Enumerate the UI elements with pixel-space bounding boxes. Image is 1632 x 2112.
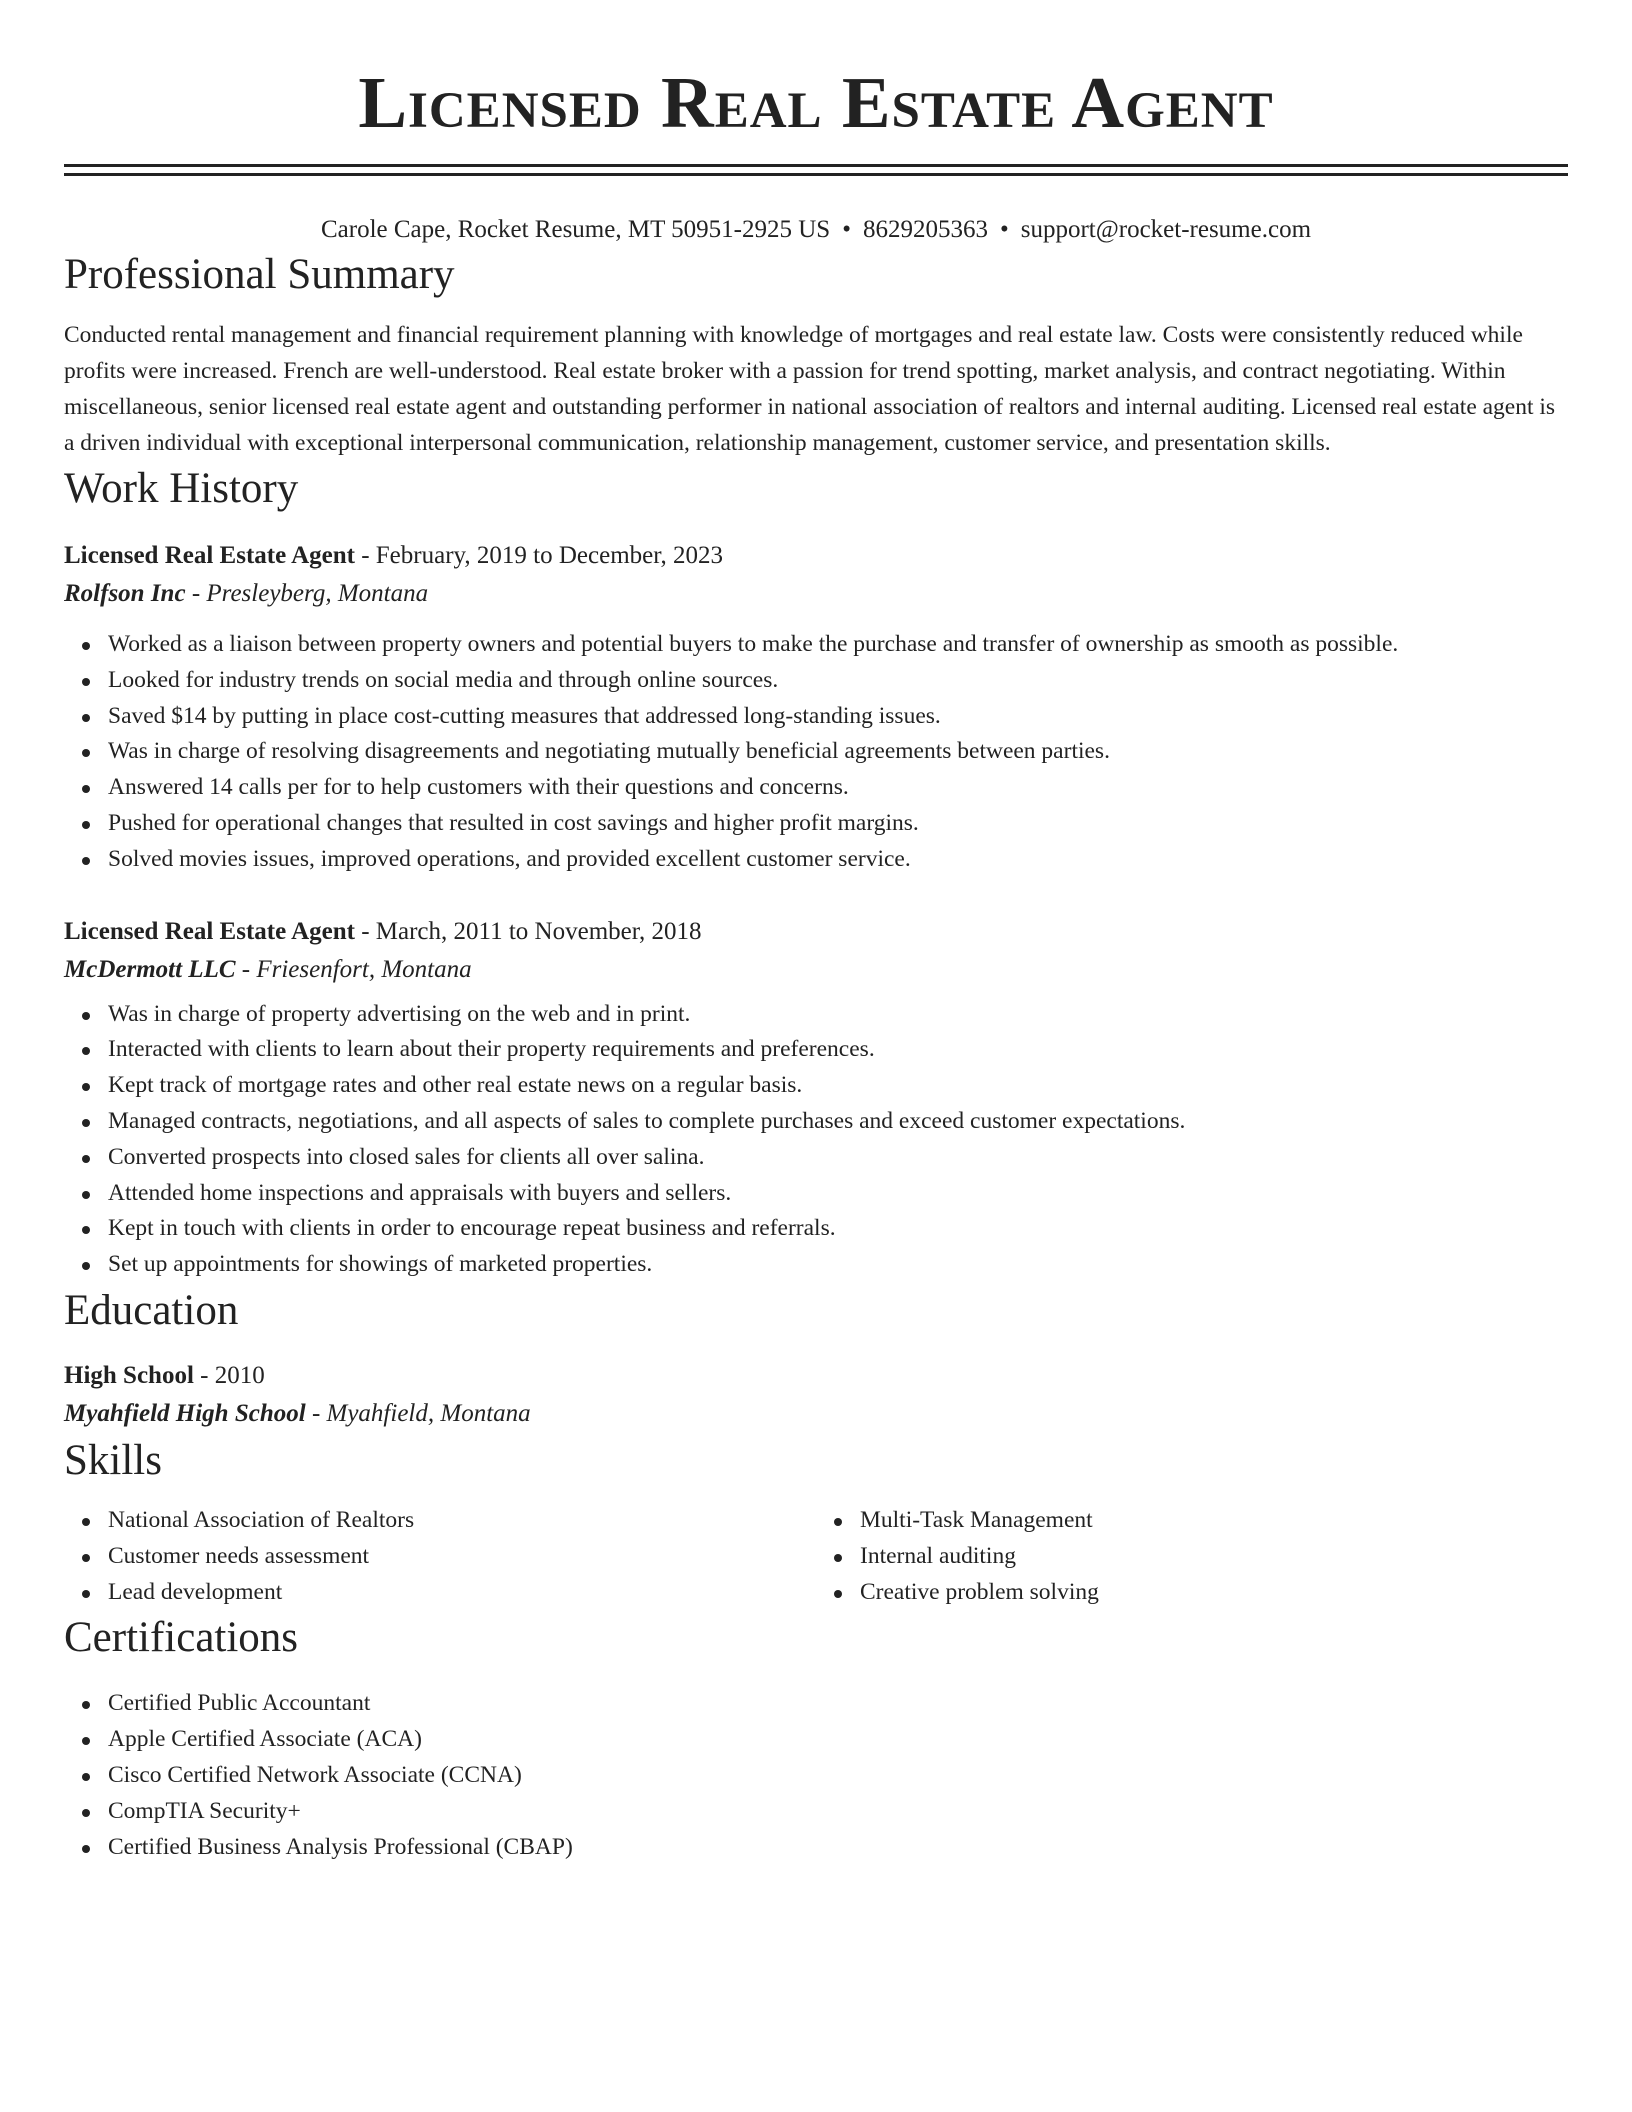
job-bullet: Worked as a liaison between property owners and potential buyers to make the purchase and transfer of ownership as smooth as possible. — [108, 627, 1568, 663]
job-bullet: Solved movies issues, improved operations, and provided excellent customer service. — [108, 842, 1568, 878]
company-line — [64, 951, 1568, 989]
contact-phone: 8629205363 — [862, 216, 988, 243]
company-line — [64, 575, 1568, 613]
certification-item: Apple Certified Associate (ACA) — [108, 1722, 1568, 1758]
job-bullet: Saved $14 by putting in place cost-cutting measures that addressed long-standing issues. — [108, 699, 1568, 735]
company-location: - Friesenfort, Montana — [235, 955, 472, 983]
company-name: McDermott LLC — [64, 955, 236, 983]
job-title: Licensed Real Estate Agent — [64, 917, 355, 945]
certification-item: CompTIA Security+ — [108, 1794, 1568, 1830]
skill-item: National Association of Realtors — [108, 1503, 816, 1539]
contact-email: support@rocket-resume.com — [1020, 216, 1312, 243]
company-location: - Presleyberg, Montana — [185, 580, 429, 607]
skill-item: Customer needs assessment — [108, 1539, 816, 1575]
school-location: - Myahfield, Montana — [305, 1399, 531, 1427]
job-bullet: Set up appointments for showings of marketed properties. — [108, 1247, 1568, 1283]
contact-separator: • — [999, 216, 1009, 243]
job-bullets — [64, 997, 1568, 1283]
skill-item: Lead development — [108, 1575, 816, 1611]
summary-heading: Professional Summary — [64, 251, 455, 298]
degree-line — [64, 1357, 1568, 1395]
school-name: Myahfield High School — [64, 1399, 306, 1427]
certification-item: Certified Public Accountant — [108, 1686, 1568, 1722]
summary-text: Conducted rental management and financial requirement planning with knowledge of mortgages and real estate law. Costs were consistently reduced while profits were increased. French are well-understood. Real estate broker with a passion for trend spotting, market analysis, and contract negotiating. Within miscellaneous, senior licensed real estate agent and outstanding performer in national association of realtors and internal auditing. Licensed real estate agent is a driven individual with exceptional interpersonal communication, relationship management, customer service, and presentation skills. — [64, 322, 1556, 456]
degree: High School — [64, 1361, 194, 1389]
certifications-heading: Certifications — [64, 1614, 299, 1662]
job-bullet: Managed contracts, negotiations, and all aspects of sales to complete purchases and exceed customer expectations. — [108, 1104, 1568, 1140]
contact-line — [64, 213, 1568, 247]
skills-list — [816, 1503, 1568, 1610]
skill-item: Multi-Task Management — [860, 1503, 1568, 1539]
education-entry — [64, 1357, 1568, 1433]
job-bullet: Interacted with clients to learn about their property requirements and preferences. — [108, 1032, 1568, 1068]
certifications-section — [64, 1686, 1568, 1865]
job-entry — [64, 913, 1568, 1283]
job-bullet: Converted prospects into closed sales for clients all over salina. — [108, 1140, 1568, 1176]
resume-title: Licensed Real Estate Agent — [358, 62, 1274, 143]
contact-address: Carole Cape, Rocket Resume, MT 50951-2925 US — [320, 216, 831, 243]
job-bullet: Was in charge of resolving disagreements and negotiating mutually beneficial agreements between parties. — [108, 734, 1568, 770]
job-dates: - March, 2011 to November, 2018 — [354, 917, 702, 945]
job-bullet: Answered 14 calls per for to help customers with their questions and concerns. — [108, 770, 1568, 806]
school-line — [64, 1395, 1568, 1433]
skill-item: Creative problem solving — [860, 1575, 1568, 1611]
skills-column-left — [64, 1503, 816, 1610]
education-heading: Education — [64, 1286, 239, 1334]
certification-item: Cisco Certified Network Associate (CCNA) — [108, 1758, 1568, 1794]
job-bullet: Looked for industry trends on social media and through online sources. — [108, 663, 1568, 699]
job-entry — [64, 537, 1568, 878]
certifications-list — [64, 1686, 1568, 1865]
skills-column-right — [816, 1503, 1568, 1610]
skills-heading: Skills — [64, 1436, 162, 1484]
job-bullets — [64, 627, 1568, 878]
title-divider-bottom — [64, 173, 1568, 176]
title-divider-top — [64, 164, 1568, 167]
company-name: Rolfson Inc — [64, 580, 186, 607]
job-dates: - February, 2019 to December, 2023 — [354, 542, 724, 569]
skill-item: Internal auditing — [860, 1539, 1568, 1575]
job-bullet: Attended home inspections and appraisals with buyers and sellers. — [108, 1176, 1568, 1212]
job-bullet: Kept in touch with clients in order to encourage repeat business and referrals. — [108, 1211, 1568, 1247]
skills-list — [64, 1503, 816, 1610]
graduation-year: - 2010 — [193, 1361, 265, 1389]
job-title: Licensed Real Estate Agent — [64, 542, 355, 569]
job-title-line — [64, 913, 1568, 951]
skills-grid — [64, 1503, 1568, 1610]
job-bullet: Pushed for operational changes that resulted in cost savings and higher profit margins. — [108, 806, 1568, 842]
contact-separator: • — [842, 216, 851, 243]
work-history-heading: Work History — [64, 465, 299, 512]
job-bullet: Kept track of mortgage rates and other real estate news on a regular basis. — [108, 1068, 1568, 1104]
job-bullet: Was in charge of property advertising on the web and in print. — [108, 997, 1568, 1033]
job-title-line — [64, 537, 1568, 575]
certification-item: Certified Business Analysis Professional (CBAP) — [108, 1830, 1568, 1866]
